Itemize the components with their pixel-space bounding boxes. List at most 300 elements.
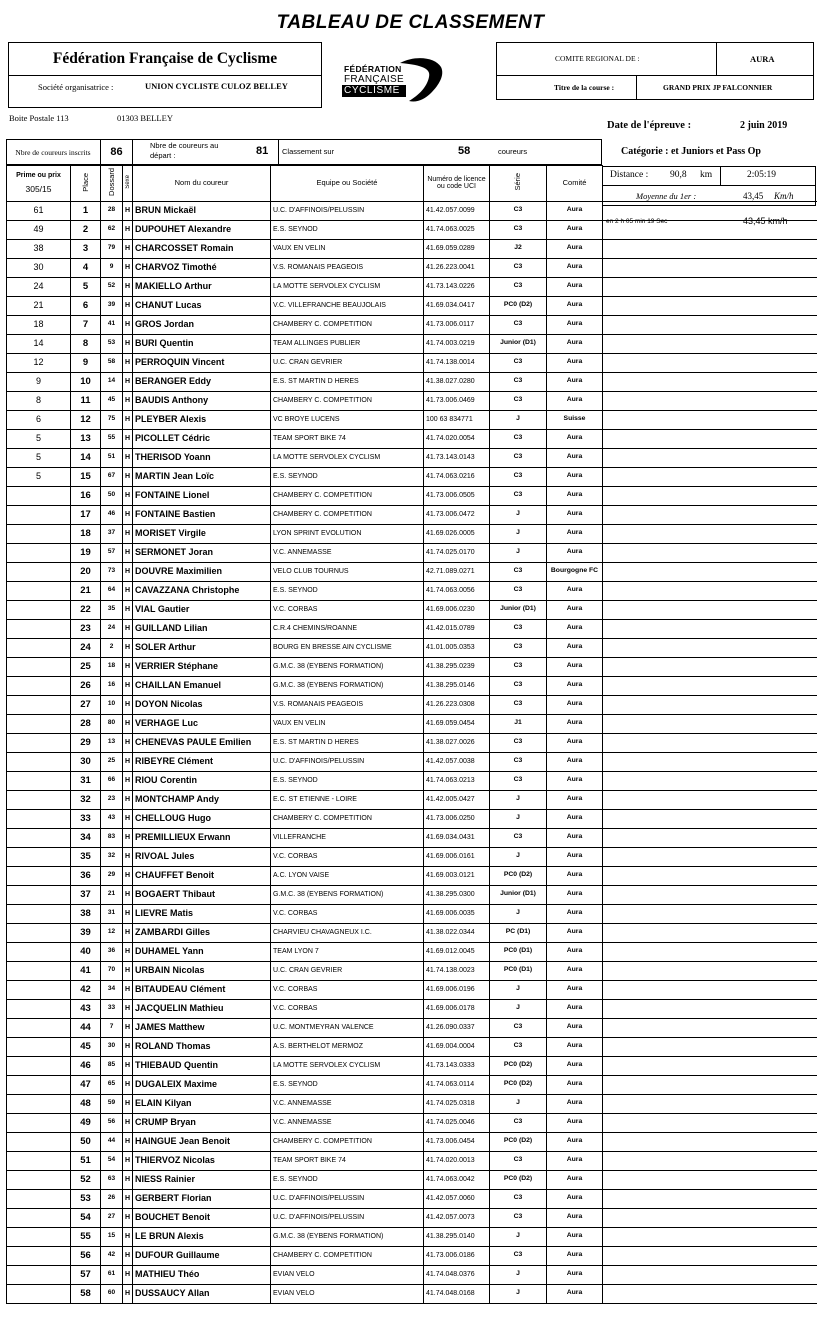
table-row [7,676,817,695]
rider-name: CHAUFFET Benoit [133,866,271,885]
table-row [7,885,817,904]
table-row [7,961,817,980]
prime-cell [7,638,71,657]
prime-cell: 14 [7,334,71,353]
table-row [7,1113,817,1132]
sexe-cell: H [123,1132,133,1151]
classement-label: Classement sur [282,147,335,156]
team-cell: U.C. D'AFFINOIS/PELUSSIN [271,1189,424,1208]
dossard-cell: 46 [101,505,123,524]
col-sexe [123,165,133,201]
sexe-cell: H [123,828,133,847]
place-cell: 35 [71,847,101,866]
serie-cell: J [490,904,547,923]
rider-name: ELAIN Kilyan [133,1094,271,1113]
team-cell: EVIAN VELO [271,1265,424,1284]
team-cell: E.S. SEYNOD [271,771,424,790]
serie-cell: C3 [490,733,547,752]
notes-cell [603,657,817,676]
licence-cell: 41.38.295.0140 [424,1227,490,1246]
licence-cell: 41.69.006.0035 [424,904,490,923]
team-cell: V.C. CORBAS [271,600,424,619]
comite-cell: Aura [547,600,603,619]
licence-cell: 41.74.138.0014 [424,353,490,372]
notes-cell [603,1037,817,1056]
prime-cell [7,1189,71,1208]
comite-cell: Suisse [547,410,603,429]
serie-cell: PC0 (D2) [490,1075,547,1094]
licence-cell: 41.74.020.0013 [424,1151,490,1170]
first-speed: 43,45 km/h [743,216,788,226]
rider-name: GUILLAND Lilian [133,619,271,638]
sexe-cell: H [123,904,133,923]
organiser-label: Société organisatrice : [38,82,114,92]
place-cell: 23 [71,619,101,638]
prime-cell: 9 [7,372,71,391]
notes-cell [603,714,817,733]
comite-cell: Aura [547,923,603,942]
col-prime-value: 305/15 [25,184,52,195]
place-cell: 31 [71,771,101,790]
place-cell: 14 [71,448,101,467]
serie-cell: C3 [490,638,547,657]
notes-cell [603,1075,817,1094]
licence-cell: 41.42.057.0099 [424,201,490,220]
table-row [7,410,817,429]
course-title: GRAND PRIX JP FALCONNIER [663,83,773,92]
inscrits-value: 86 [110,146,123,158]
licence-cell: 41.69.059.0289 [424,239,490,258]
place-cell: 4 [71,258,101,277]
place-cell: 24 [71,638,101,657]
place-cell: 50 [71,1132,101,1151]
rider-name: SERMONET Joran [133,543,271,562]
rider-name: BRUN Mickaël [133,201,271,220]
table-row [7,904,817,923]
place-cell: 36 [71,866,101,885]
team-cell: U.C. CRAN GEVRIER [271,353,424,372]
place-cell: 47 [71,1075,101,1094]
place-cell: 6 [71,296,101,315]
sexe-cell: H [123,372,133,391]
sexe-cell: H [123,1189,133,1208]
notes-cell [603,239,817,258]
rider-name: CRUMP Bryan [133,1113,271,1132]
comite-cell: Bourgogne FC [547,562,603,581]
distance-unit: km [700,170,713,180]
notes-cell [603,1227,817,1246]
team-cell: C.R.4 CHEMINS/ROANNE [271,619,424,638]
comite-cell: Aura [547,1113,603,1132]
rider-name: MORISET Virgile [133,524,271,543]
prime-cell: 12 [7,353,71,372]
comite-cell: Aura [547,1265,603,1284]
team-cell: TEAM LYON 7 [271,942,424,961]
notes-cell [603,771,817,790]
serie-cell: C3 [490,562,547,581]
licence-cell: 41.74.020.0054 [424,429,490,448]
serie-cell: J [490,1094,547,1113]
team-cell: EVIAN VELO [271,1284,424,1303]
prime-cell [7,1170,71,1189]
notes-cell [603,220,817,239]
comite-cell: Aura [547,429,603,448]
table-row [7,258,817,277]
prime-cell [7,1208,71,1227]
place-cell: 56 [71,1246,101,1265]
federation-name: Fédération Française de Cyclisme [8,42,322,76]
licence-cell: 41.74.025.0046 [424,1113,490,1132]
place-cell: 48 [71,1094,101,1113]
dossard-cell: 62 [101,220,123,239]
licence-cell: 41.42.057.0060 [424,1189,490,1208]
dossard-cell: 73 [101,562,123,581]
comite-cell: Aura [547,448,603,467]
comite-cell: Aura [547,1037,603,1056]
table-row [7,771,817,790]
rider-name: CHARCOSSET Romain [133,239,271,258]
rider-name: SOLER Arthur [133,638,271,657]
dossard-cell: 44 [101,1132,123,1151]
ffc-logo [340,55,448,107]
sexe-cell: H [123,448,133,467]
col-serie-label: Série [513,173,523,191]
dossard-cell: 41 [101,315,123,334]
place-cell: 51 [71,1151,101,1170]
sexe-cell: H [123,1018,133,1037]
comite-cell: Aura [547,315,603,334]
table-row [7,1208,817,1227]
rider-name: BERANGER Eddy [133,372,271,391]
serie-cell: PC0 (D1) [490,942,547,961]
table-row [7,714,817,733]
licence-cell: 42.71.089.0271 [424,562,490,581]
sexe-cell: H [123,1151,133,1170]
rider-name: FONTAINE Bastien [133,505,271,524]
place-cell: 40 [71,942,101,961]
sexe-cell: H [123,391,133,410]
table-row [7,923,817,942]
dossard-cell: 33 [101,999,123,1018]
comite-cell: Aura [547,1075,603,1094]
serie-cell: C3 [490,277,547,296]
place-cell: 21 [71,581,101,600]
team-cell: E.C. ST ETIENNE - LOIRE [271,790,424,809]
comite-cell: Aura [547,809,603,828]
comite-cell: Aura [547,581,603,600]
prime-cell [7,1151,71,1170]
team-cell: G.M.C. 38 (EYBENS FORMATION) [271,676,424,695]
serie-cell: C3 [490,429,547,448]
first-time-text: en 2 h 05 min 19 Sec [606,218,668,225]
notes-cell [603,201,817,220]
comite-cell: Aura [547,1151,603,1170]
serie-cell: J [490,980,547,999]
comite-cell: Aura [547,372,603,391]
table-row [7,372,817,391]
serie-cell: C3 [490,828,547,847]
place-cell: 20 [71,562,101,581]
prime-cell [7,619,71,638]
notes-cell [603,448,817,467]
place-cell: 34 [71,828,101,847]
prime-cell [7,942,71,961]
sexe-cell: H [123,505,133,524]
results-table [6,139,817,1304]
notes-cell [603,353,817,372]
prime-cell [7,733,71,752]
address-line2: 01303 BELLEY [117,113,173,123]
comite-cell: Aura [547,790,603,809]
prime-cell [7,1113,71,1132]
team-cell: V.C. ANNEMASSE [271,543,424,562]
sexe-cell: H [123,1265,133,1284]
serie-cell: J [490,1284,547,1303]
rider-name: HAINGUE Jean Benoit [133,1132,271,1151]
col-extra [603,165,817,201]
table-row [7,353,817,372]
sexe-cell: H [123,315,133,334]
notes-cell [603,790,817,809]
table-row [7,562,817,581]
licence-cell: 41.38.027.0026 [424,733,490,752]
notes-cell [603,1170,817,1189]
licence-cell: 41.73.006.0117 [424,315,490,334]
sexe-cell: H [123,866,133,885]
notes-cell [603,486,817,505]
dossard-cell: 28 [101,201,123,220]
table-row [7,1170,817,1189]
notes-cell [603,1151,817,1170]
table-row [7,391,817,410]
licence-cell: 41.73.143.0226 [424,277,490,296]
table-row [7,638,817,657]
licence-cell: 41.73.006.0505 [424,486,490,505]
licence-cell: 41.42.015.0789 [424,619,490,638]
notes-cell [603,1132,817,1151]
place-cell: 45 [71,1037,101,1056]
prime-cell [7,790,71,809]
licence-cell: 41.73.143.0333 [424,1056,490,1075]
date-value: 2 juin 2019 [740,120,788,131]
cyclist-swoosh-icon [395,55,447,105]
sexe-cell: H [123,619,133,638]
rider-name: MATHIEU Théo [133,1265,271,1284]
sexe-cell: H [123,714,133,733]
team-cell: E.S. SEYNOD [271,1075,424,1094]
notes-cell [603,429,817,448]
table-row [7,486,817,505]
licence-cell: 41.69.006.0230 [424,600,490,619]
prime-cell [7,828,71,847]
comite-cell: Aura [547,828,603,847]
team-cell: G.M.C. 38 (EYBENS FORMATION) [271,657,424,676]
table-row [7,752,817,771]
table-row [7,980,817,999]
col-licence-label: Numéro de licence ou code UCI [427,176,486,190]
rider-name: NIESS Rainier [133,1170,271,1189]
licence-cell: 41.38.295.0239 [424,657,490,676]
serie-cell: PC0 (D2) [490,296,547,315]
rider-name: CHENEVAS PAULE Emilien [133,733,271,752]
place-cell: 39 [71,923,101,942]
dossard-cell: 14 [101,372,123,391]
comite-cell: Aura [547,1246,603,1265]
dossard-cell: 75 [101,410,123,429]
dossard-cell: 80 [101,714,123,733]
licence-cell: 41.74.003.0219 [424,334,490,353]
licence-cell: 41.42.057.0038 [424,752,490,771]
serie-cell: C3 [490,771,547,790]
licence-cell: 41.69.034.0431 [424,828,490,847]
table-row [7,790,817,809]
notes-cell [603,847,817,866]
table-row [7,847,817,866]
sexe-cell: H [123,809,133,828]
comite-cell: Aura [547,638,603,657]
prime-cell [7,1227,71,1246]
place-cell: 41 [71,961,101,980]
place-cell: 18 [71,524,101,543]
licence-cell: 41.42.005.0427 [424,790,490,809]
serie-cell: C3 [490,467,547,486]
prime-cell: 5 [7,467,71,486]
table-row [7,1265,817,1284]
sexe-cell: H [123,1037,133,1056]
table-row [7,809,817,828]
notes-cell [603,828,817,847]
serie-cell: J [490,790,547,809]
dossard-cell: 65 [101,1075,123,1094]
notes-cell [603,619,817,638]
comite-cell: Aura [547,733,603,752]
dossard-cell: 12 [101,923,123,942]
team-cell: V.C. ANNEMASSE [271,1113,424,1132]
notes-cell [603,334,817,353]
notes-cell [603,1018,817,1037]
place-cell: 49 [71,1113,101,1132]
team-cell: E.S. SEYNOD [271,467,424,486]
moyenne-unit: Km/h [774,191,794,201]
team-cell: V.C. CORBAS [271,980,424,999]
serie-cell: PC0 (D2) [490,866,547,885]
table-row [7,1132,817,1151]
coureurs-label: coureurs [498,147,528,156]
sexe-cell: H [123,1284,133,1303]
place-cell: 26 [71,676,101,695]
dossard-cell: 39 [101,296,123,315]
rider-name: CHAILLAN Emanuel [133,676,271,695]
notes-cell [603,1246,817,1265]
team-cell: LYON SPRINT EVOLUTION [271,524,424,543]
prime-cell [7,505,71,524]
licence-cell: 41.74.063.0056 [424,581,490,600]
table-row [7,999,817,1018]
licence-cell: 41.38.295.0146 [424,676,490,695]
dossard-cell: 31 [101,904,123,923]
col-serie [490,165,547,201]
team-cell: E.S. SEYNOD [271,581,424,600]
rider-name: GERBERT Florian [133,1189,271,1208]
place-cell: 22 [71,600,101,619]
table-row [7,543,817,562]
rider-name: DOUVRE Maximilien [133,562,271,581]
table-row [7,1037,817,1056]
notes-cell [603,1094,817,1113]
notes-cell [603,961,817,980]
serie-cell: C3 [490,372,547,391]
place-cell: 10 [71,372,101,391]
notes-cell [603,277,817,296]
rider-name: VERRIER Stéphane [133,657,271,676]
notes-cell [603,505,817,524]
place-cell: 53 [71,1189,101,1208]
prime-cell [7,543,71,562]
licence-cell: 41.01.005.0353 [424,638,490,657]
prime-cell [7,714,71,733]
moyenne-value: 43,45 [743,191,764,201]
place-cell: 8 [71,334,101,353]
sexe-cell: H [123,999,133,1018]
distance-value: 90,8 [670,170,687,180]
dossard-cell: 16 [101,676,123,695]
prime-cell: 61 [7,201,71,220]
table-row [7,733,817,752]
dossard-cell: 67 [101,467,123,486]
prime-cell [7,676,71,695]
team-cell: VILLEFRANCHE [271,828,424,847]
comite-cell: Aura [547,695,603,714]
notes-cell [603,296,817,315]
sexe-cell: H [123,258,133,277]
comite-cell: Aura [547,201,603,220]
dossard-cell: 43 [101,809,123,828]
notes-cell [603,733,817,752]
prime-cell [7,1284,71,1303]
table-row [7,1227,817,1246]
col-licence [424,165,490,201]
place-cell: 52 [71,1170,101,1189]
table-row [7,1075,817,1094]
table-row [7,600,817,619]
prime-cell [7,524,71,543]
comite-cell: Aura [547,334,603,353]
prime-cell: 24 [7,277,71,296]
col-comite [547,165,603,201]
sexe-cell: H [123,923,133,942]
table-row [7,866,817,885]
team-cell: VAUX EN VELIN [271,239,424,258]
serie-cell: J [490,847,547,866]
comite-cell: Aura [547,296,603,315]
comite-cell: Aura [547,980,603,999]
serie-cell: C3 [490,1018,547,1037]
depart-value: 81 [256,145,269,157]
sexe-cell: H [123,353,133,372]
team-cell: LA MOTTE SERVOLEX CYCLISM [271,448,424,467]
notes-cell [603,1056,817,1075]
table-row [7,334,817,353]
place-cell: 54 [71,1208,101,1227]
col-nom [133,165,271,201]
dossard-cell: 54 [101,1151,123,1170]
notes-cell [603,1113,817,1132]
serie-cell: J [490,999,547,1018]
address-line1: Boite Postale 113 [9,113,69,123]
dossard-cell: 24 [101,619,123,638]
dossard-cell: 21 [101,885,123,904]
depart-label: Nbre de coureurs au départ : [150,141,219,160]
